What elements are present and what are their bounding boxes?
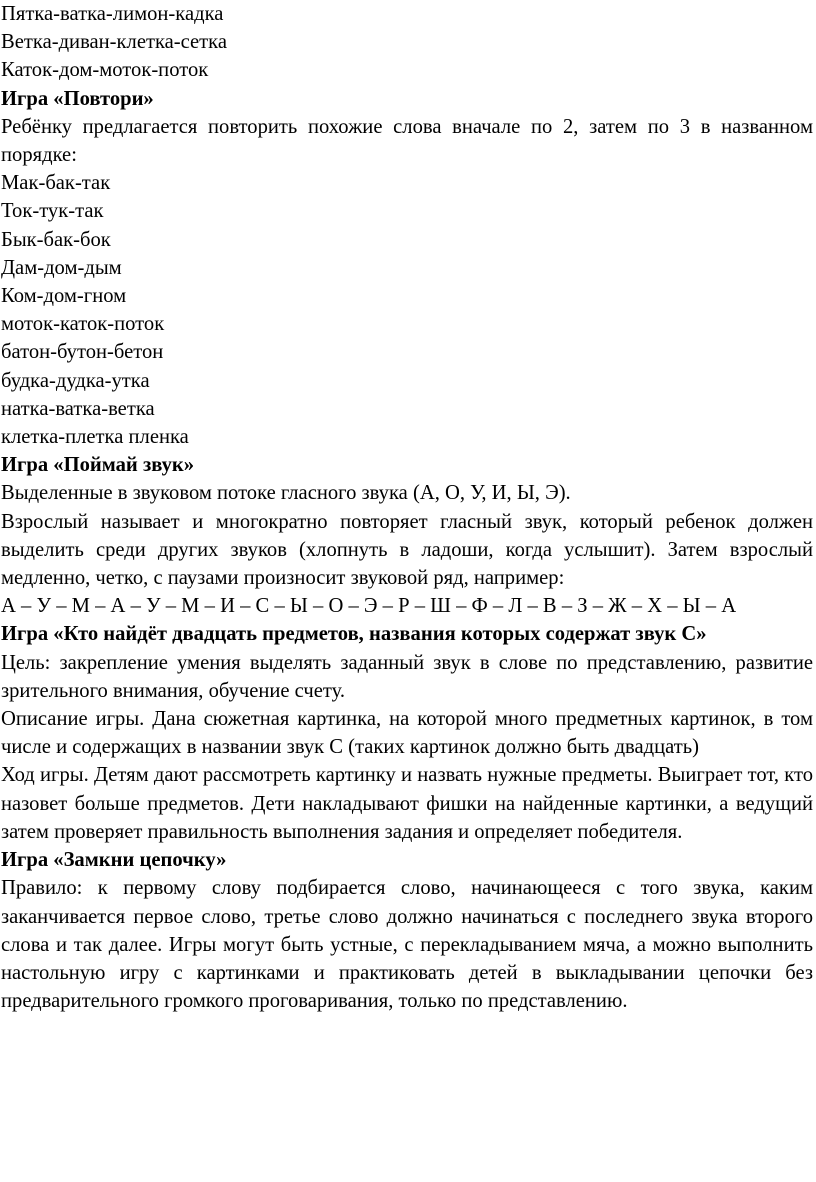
word-line: Мак-бак-так [1, 172, 111, 195]
word-line: Дам-дом-дым [1, 256, 122, 279]
section-heading: Игра «Поймай звук» [1, 454, 195, 477]
word-line: Ток-тук-так [1, 200, 104, 223]
word-line: клетка-плетка пленка [1, 426, 189, 449]
paragraph: Взрослый называет и многократно повторяет гласный звук, который ребенок должен выделить среди других звуков (хлопнуть в ладоши, когда услышит). Затем взрослый медленно, четко, с паузами произносит звуковой ряд, например: [1, 510, 813, 590]
section-game-chain [1, 846, 813, 1015]
paragraph: Ход игры. Детям дают рассмотреть картинку и назвать нужные предметы. Выиграет тот, кто назовет больше предметов. Дети накладывают фишки на найденные картинки, а ведущий затем проверяет правильность выполнения задания и определяет победителя. [1, 764, 813, 843]
paragraph: Правило: к первому слову подбирается слово, начинающееся с того звука, каким заканчивается первое слово, третье слово должно начинаться с последнего звука второго слова и так далее. Игры могут быть устные, с перекладыванием мяча, а можно выполнить настольную игру с картинками и практиковать детей в выкладывании цепочки без предварительного громкого проговаривания, только по представлению. [1, 877, 813, 1013]
word-line: Ком-дом-гном [1, 285, 127, 308]
word-line: Пятка-ватка-лимон-кадка [1, 3, 224, 25]
section-game-repeat [1, 85, 813, 452]
paragraph: Ребёнку предлагается повторить похожие слова вначале по 2, затем по 3 в названном порядке: [1, 115, 813, 167]
paragraph: Описание игры. Дана сюжетная картинка, на которой много предметных картинок, в том числе и содержащих в названии звук С (таких картинок должно быть двадцать) [1, 708, 813, 759]
word-line: моток-каток-поток [1, 313, 165, 336]
word-line: батон-бутон-бетон [1, 341, 164, 364]
section-heading: Игра «Кто найдёт двадцать предметов, названия которых содержат звук С» [1, 623, 707, 646]
word-line: натка-ватка-ветка [1, 397, 155, 420]
word-line: Каток-дом-моток-поток [1, 59, 209, 82]
paragraph: Цель: закрепление умения выделять заданный звук в слове по представлению, развитие зрительного внимания, обучение счету. [1, 651, 813, 702]
paragraph: Выделенные в звуковом потоке гласного звука (А, О, У, И, Ы, Э). [1, 482, 571, 505]
section-heading: Игра «Повтори» [1, 87, 154, 110]
section-heading: Игра «Замкни цепочку» [1, 849, 227, 872]
word-line: Бык-бак-бок [1, 228, 111, 251]
word-line: Ветка-диван-клетка-сетка [1, 31, 228, 54]
section-game-catch-sound [1, 451, 813, 620]
sound-sequence: А – У – М – А – У – М – И – С – Ы – О – Э – Р – Ш – Ф – Л – В – З – Ж – Х – Ы – А [1, 595, 737, 618]
word-line: будка-дудка-утка [1, 369, 150, 392]
section-game-find-twenty [1, 620, 813, 846]
